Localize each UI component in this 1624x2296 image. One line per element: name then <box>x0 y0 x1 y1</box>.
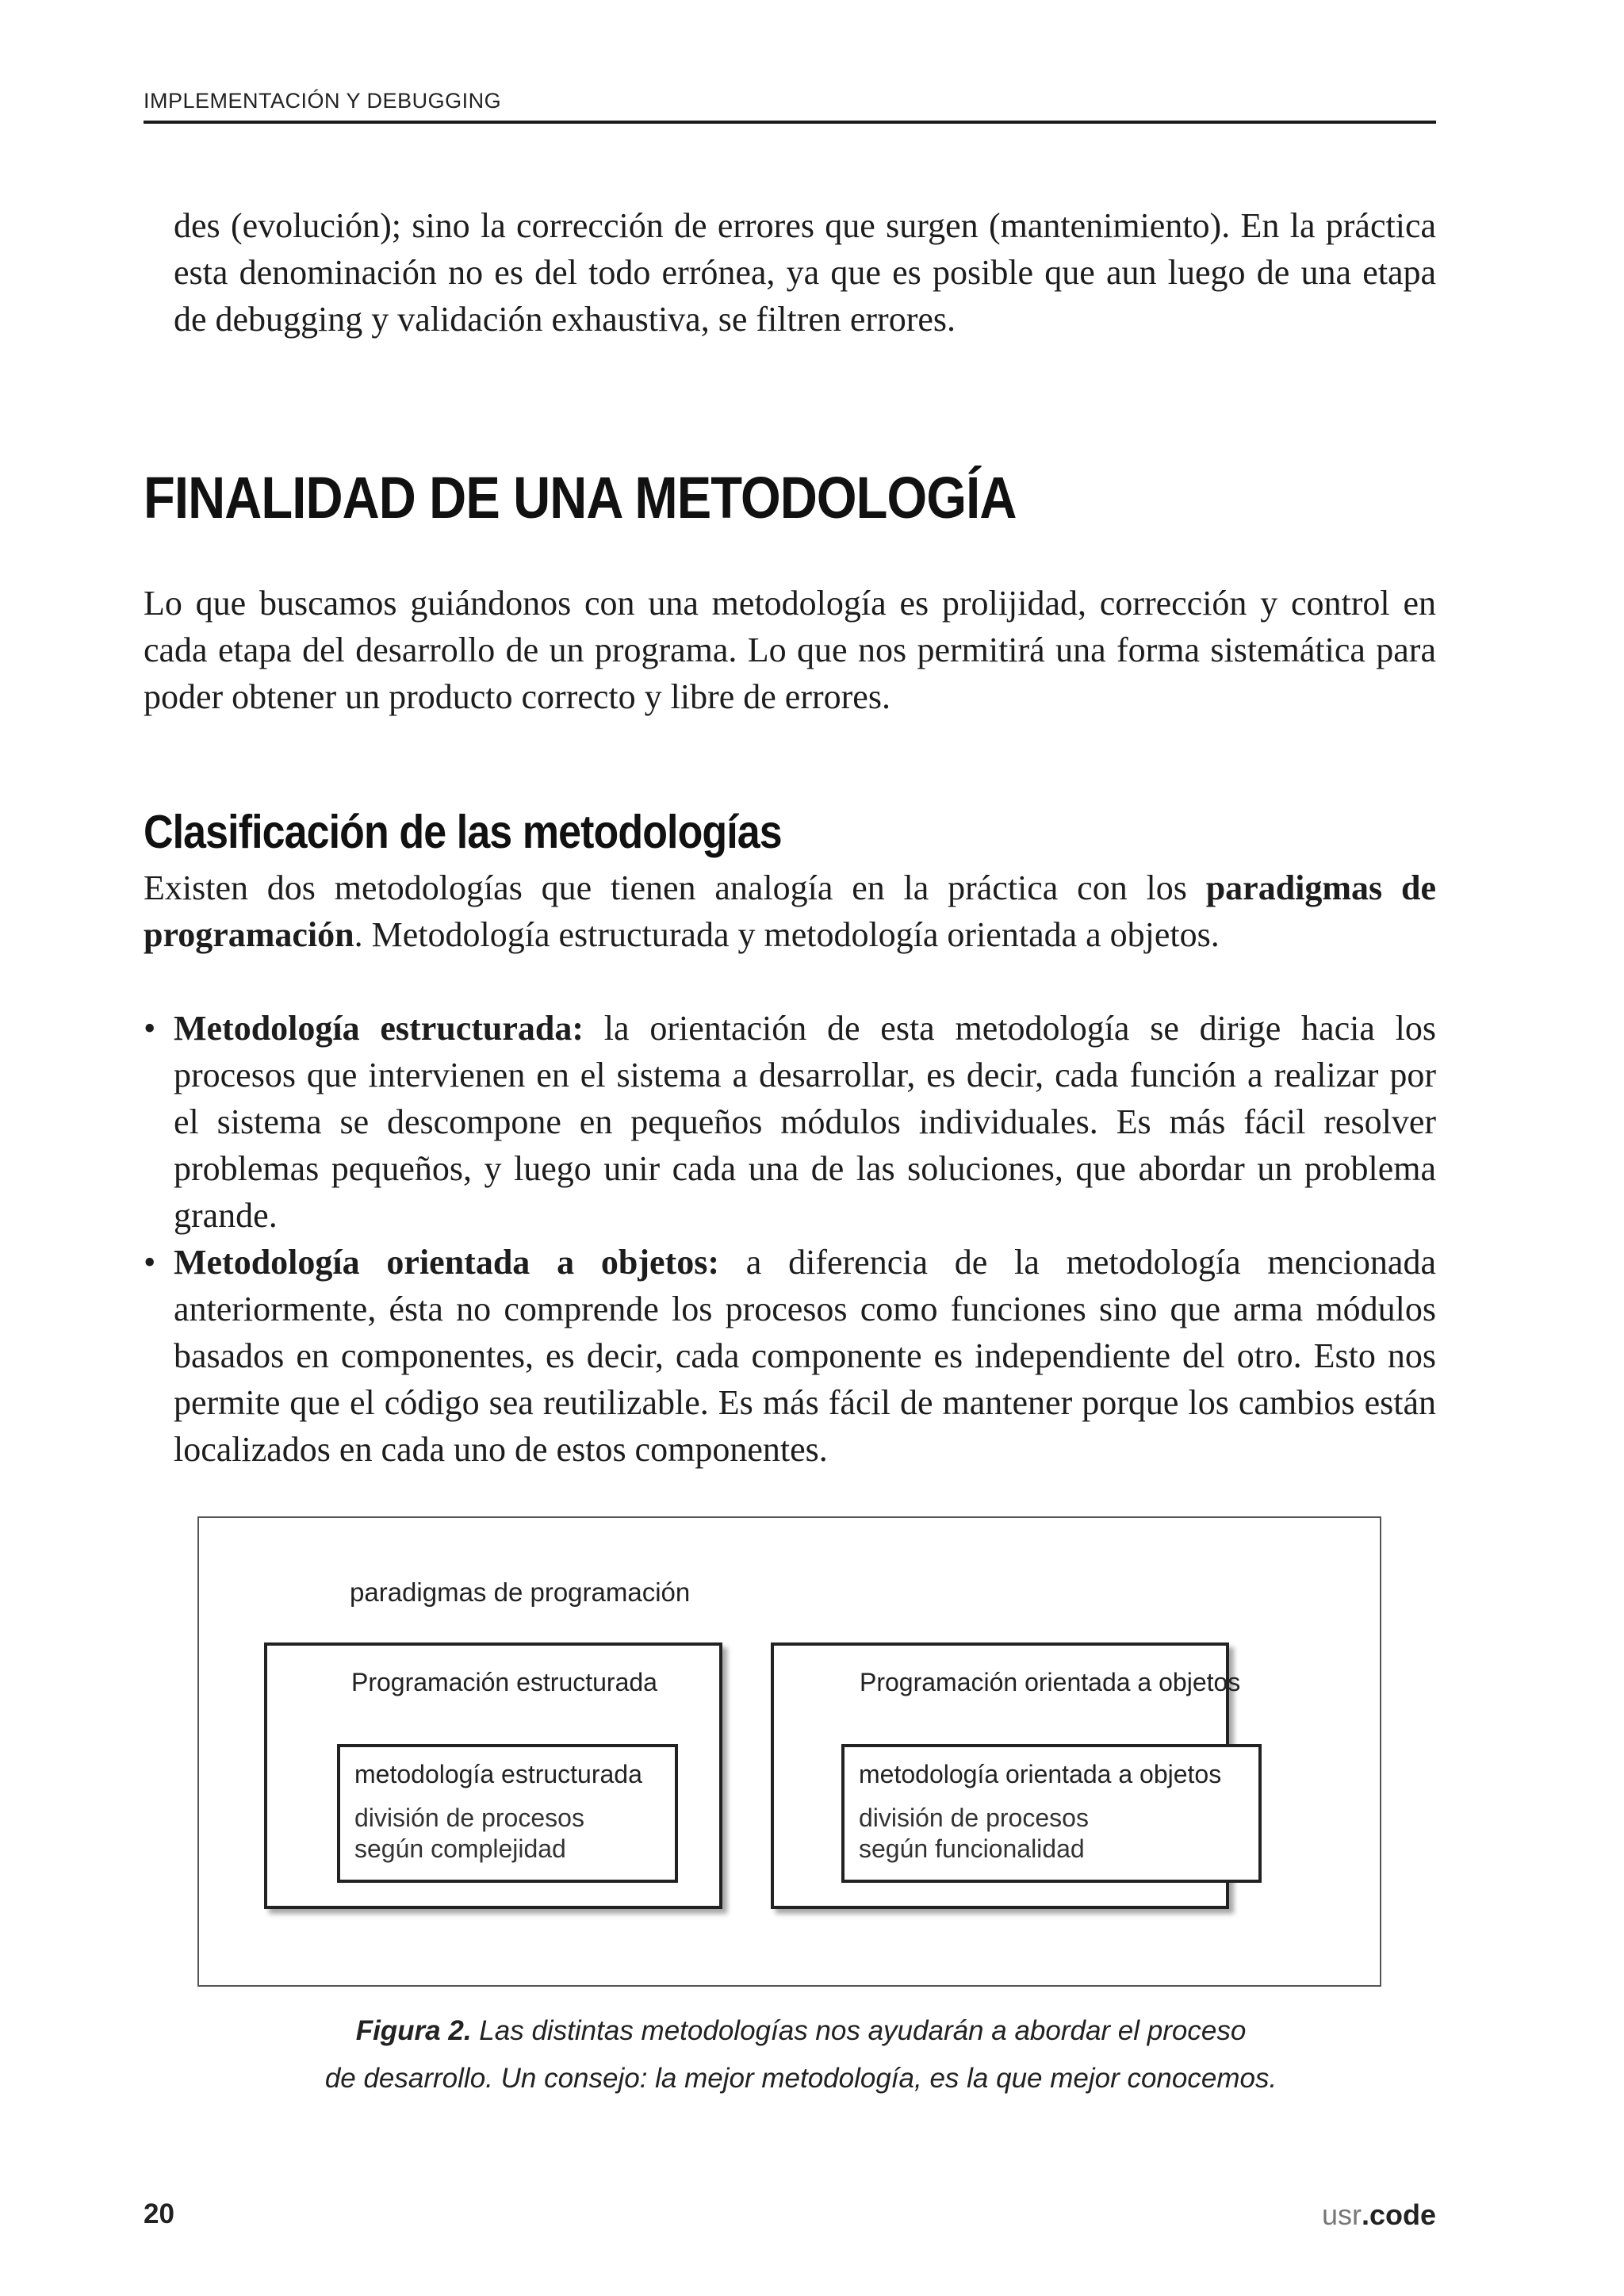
bullet-icon: • <box>144 1009 156 1048</box>
box-label: Programación estructurada <box>351 1668 657 1696</box>
methodology-list <box>144 1005 1436 1473</box>
section-heading: FINALIDAD DE UNA METODOLOGÍA <box>144 465 1017 531</box>
list-item <box>144 1239 1436 1473</box>
structured-programming-box <box>264 1642 722 1909</box>
inner-box-title: metodología estructurada <box>354 1760 642 1788</box>
list-item-label: Metodología estructurada: <box>174 1009 584 1048</box>
caption-label: Figura 2. <box>355 2015 472 2046</box>
brand-suffix: .code <box>1361 2198 1436 2231</box>
running-header <box>144 89 1436 124</box>
inner-box-description <box>354 1803 584 1865</box>
object-oriented-methodology-box <box>841 1744 1262 1883</box>
object-oriented-programming-box <box>771 1642 1241 1909</box>
inner-line: división de procesos <box>859 1803 1089 1832</box>
figure-diagram <box>197 1516 1381 1987</box>
inner-line: según complejidad <box>354 1834 566 1863</box>
list-item-label: Metodología orientada a objetos: <box>174 1243 719 1282</box>
intro-text-before: Existen dos metodologías que tienen analogía en la práctica con los <box>144 868 1206 907</box>
list-item-text: a diferencia de la metodología mencionada anteriormente, ésta no comprende los procesos como funciones sino que arma módulos basados en componentes, es decir, cada componente es independiente del otro. Esto nos permite que el código sea reutilizable. Es más fácil de mantener porque los cambios están localizados en cada uno de estos componentes. <box>174 1243 1436 1469</box>
caption-line: de desarrollo. Un consejo: la mejor metodología, es la que mejor conocemos. <box>324 2063 1277 2094</box>
subsection-heading: Clasificación de las metodologías <box>144 806 782 858</box>
inner-box-title: metodología orientada a objetos <box>859 1760 1222 1788</box>
caption-line: Las distintas metodologías nos ayudarán a abordar el proceso <box>471 2015 1247 2046</box>
structured-methodology-box <box>337 1744 678 1883</box>
section-paragraph: Lo que buscamos guiándonos con una metodología es prolijidad, corrección y control en cada etapa del desarrollo de un programa. Lo que nos permitirá una forma sistemática para poder obtener un producto correcto y libre de errores. <box>144 584 1436 716</box>
brand-prefix: usr <box>1321 2198 1362 2231</box>
inner-box-description <box>859 1803 1089 1865</box>
bullet-icon: • <box>144 1243 156 1282</box>
intro-bold-term: paradigmas de programación <box>144 868 1436 954</box>
inner-line: división de procesos <box>354 1803 584 1832</box>
inner-line: según funcionalidad <box>859 1834 1085 1863</box>
figure-caption <box>159 2007 1443 2102</box>
running-title: IMPLEMENTACIÓN Y DEBUGGING <box>144 89 502 113</box>
list-item <box>144 1005 1436 1239</box>
page-number: 20 <box>144 2198 174 2229</box>
paragraph-top: des (evolución); sino la corrección de errores que surgen (mantenimiento). En la práctica esta denominación no es del todo errónea, ya que es posible que aun luego de una etapa de debugging y validación exhaustiva, se filtren errores. <box>174 206 1436 339</box>
publisher-brand <box>1322 2198 1436 2232</box>
list-item-text: la orientación de esta metodología se dirige hacia los procesos que intervienen en el sistema a desarrollar, es decir, cada función a realizar por el sistema se descompone en pequeños módulos individuales. Es más fácil resolver problemas pequeños, y luego unir cada una de las soluciones, que abordar un problema grande. <box>174 1009 1436 1235</box>
diagram-title: paradigmas de programación <box>350 1577 691 1607</box>
box-label: Programación orientada a objetos <box>860 1668 1241 1696</box>
subsection-intro <box>144 864 1436 958</box>
intro-text-after: . Metodología estructurada y metodología orientada a objetos. <box>354 915 1220 954</box>
